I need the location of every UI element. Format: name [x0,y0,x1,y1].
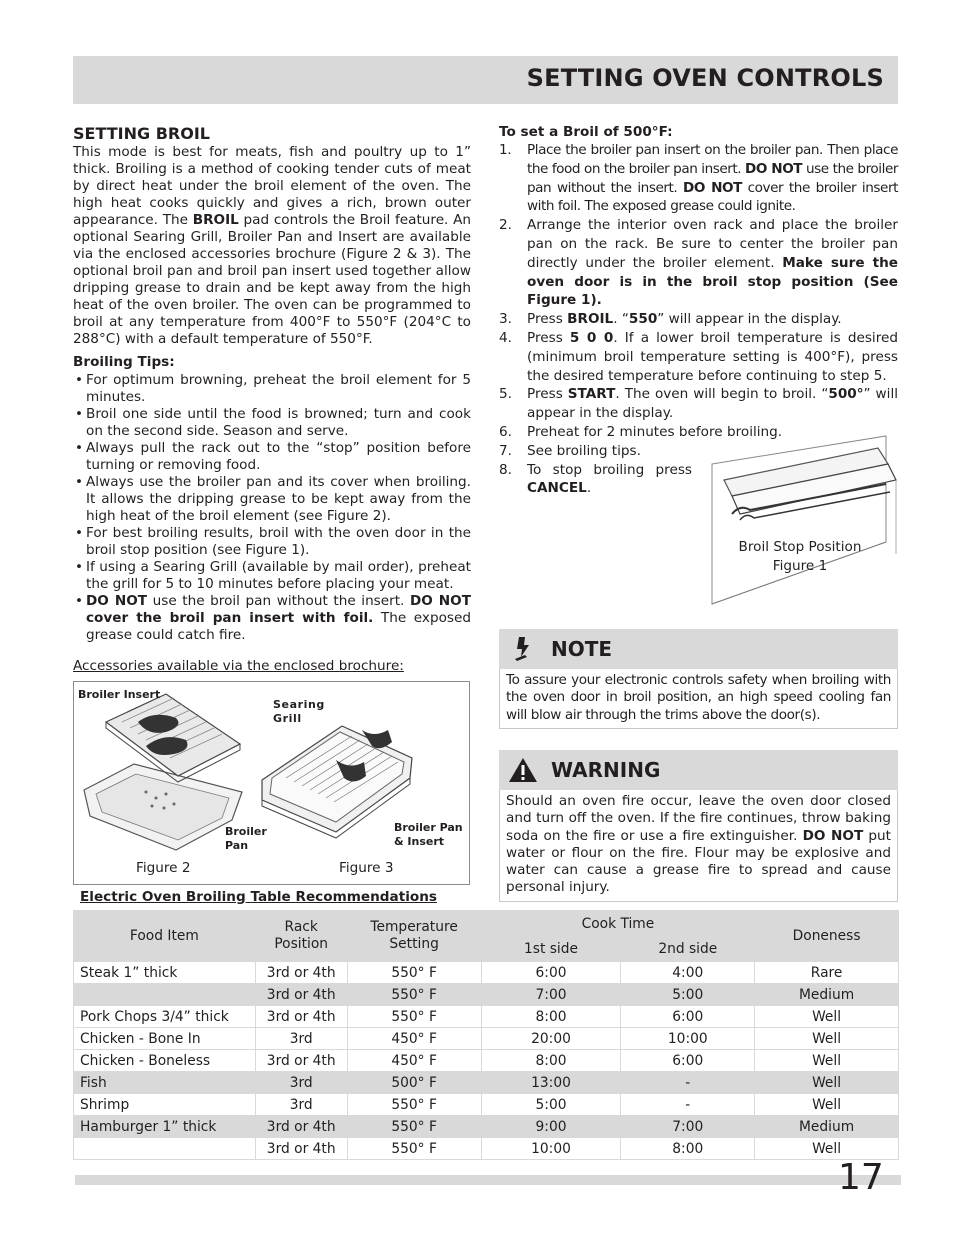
step-text: Press [527,329,570,346]
warning-text [499,790,898,902]
cell-food: Chicken - Boneless [74,1050,256,1072]
warning-triangle-icon [507,756,539,784]
tip-item: • Always pull the rack out to the “stop” position before turning or removing food. [73,440,471,474]
table-row [74,962,899,984]
cell-doneness: Well [755,1050,899,1072]
step-number: 5. [499,386,512,403]
table-row [74,1050,899,1072]
cell-side2: - [621,1094,755,1116]
header-temperature: Temperature Setting [347,911,481,962]
cell-rack: 3rd [255,1028,347,1050]
step-item [499,216,898,310]
cell-food: Shrimp [74,1094,256,1116]
tip-text: The exposed grease could catch fire. [86,610,471,643]
cell-temp: 450° F [347,1050,481,1072]
cell-side1: 13:00 [481,1072,621,1094]
intro-text-b: pad controls the Broil feature. An optional Searing Grill, Broiler Pan and Insert are available via the enclosed accessories brochure (Figure 2 & 3). The optional broil pan and broil pan insert used together allow dripping grease to drain and be kept away from the high heat of the oven broiler. The oven can be programmed to broil at any temperature from 400°F to 550°F (204°C to 288°C) with a default temperature of 550°F. [73,212,472,347]
figure-3-caption: Figure 3 [339,860,394,876]
warning-box [499,750,898,902]
step-bold: DO NOT [682,179,742,196]
cell-doneness: Well [755,1028,899,1050]
table-row [74,1006,899,1028]
tip-item: • For best broiling results, broil with the oven door in the broil stop position (see Figure 1). [73,525,471,559]
step-bold: 500° [828,386,864,403]
cell-doneness: Well [755,1138,899,1160]
cell-food: Chicken - Bone In [74,1028,256,1050]
tip-text: use the broil pan without the insert. [147,593,410,609]
header-rack-position: Rack Position [255,911,347,962]
tip-item: • Broil one side until the food is browned; turn and cook on the second side. Season and serve. [73,406,471,440]
accessories-label: Accessories available via the enclosed brochure: [73,658,404,674]
cell-doneness: Well [755,1006,899,1028]
footer-bar [75,1175,901,1185]
cell-doneness: Rare [755,962,899,984]
step-number: 7. [499,442,512,459]
cell-side2: 8:00 [621,1138,755,1160]
cell-side2: 5:00 [621,984,755,1006]
cell-side1: 20:00 [481,1028,621,1050]
note-title-bar [499,629,898,669]
cell-temp: 450° F [347,1028,481,1050]
note-title: NOTE [551,637,613,661]
cell-food: Hamburger 1” thick [74,1116,256,1138]
intro-text-a: This mode is best for meats, fish and poultry up to 1” thick. Broiling is a method of cooking tender cuts of meat by direct heat under the broil element of the oven. The high heat cooks quickly and gives a rich, brown outer appearance. The [73,144,471,228]
step-number: 4. [499,329,512,346]
warning-text-b: put water or flour on the fire. Flour may be explosive and water can cause a grease fire to spread and cause personal injury. [506,827,891,896]
intro-bold: BROIL [192,212,239,228]
label-searing-grill: Searing Grill [273,698,325,725]
tips-list [73,372,471,644]
table-title: Electric Oven Broiling Table Recommendations [80,889,437,905]
step-text: To stop broiling press [527,461,692,478]
cell-rack: 3rd or 4th [255,1116,347,1138]
step-text: . “ [613,311,629,328]
cell-side1: 9:00 [481,1116,621,1138]
cell-temp: 550° F [347,962,481,984]
step-text: . [586,480,592,497]
left-column [73,124,471,644]
figure-1-caption [730,538,870,576]
figure-1-caption-line1: Broil Stop Position [738,539,862,555]
cell-side2: 7:00 [621,1116,755,1138]
cell-rack: 3rd or 4th [255,962,347,984]
header-doneness: Doneness [755,911,899,962]
note-text: To assure your electronic controls safety when broiling with the oven door in broil position, an high speed cooling fan will blow air through the trims above the door(s). [499,669,898,729]
cell-side2: 4:00 [621,962,755,984]
table-row [74,1138,899,1160]
table-row [74,984,899,1006]
step-bold: BROIL [567,311,614,328]
step-bold: DO NOT [745,160,803,177]
cell-temp: 550° F [347,1138,481,1160]
step-text: Press [527,311,568,328]
cell-food [74,1138,256,1160]
step-text: use the broiler pan without the insert. [527,160,898,196]
step-text: Press [527,386,568,403]
cell-food [74,984,256,1006]
step-item [499,329,898,385]
broiler-pan-illustration [74,682,469,884]
step-text: ” will appear in the display. [657,311,842,328]
cell-side2: 6:00 [621,1050,755,1072]
page-number: 17 [838,1157,884,1198]
header-cook-time: Cook Time [481,911,755,937]
step-item [499,310,898,329]
header-bar [73,56,898,104]
step-text: cover the broiler insert with foil. The exposed grease could ignite. [527,179,898,215]
pen-icon [513,635,537,663]
step-text: . If a lower broil temperature is desired (minimum broil temperature setting is 400°F), press the desired temperature before continuing to step 5. [527,329,898,384]
step-number: 3. [499,311,512,328]
step-text: . The oven will begin to broil. “ [615,386,829,403]
table-row [74,1094,899,1116]
step-number: 6. [499,423,512,440]
step-text: ” will appear in the display. [527,386,898,422]
cell-side2: - [621,1072,755,1094]
step-bold: 550 [628,311,658,328]
tip-item: • Always use the broiler pan and its cover when broiling. It allows the dripping grease to be kept away from the high heat of the broil element (see Figure 2). [73,474,471,525]
step-number: 8. [499,461,512,478]
cell-temp: 550° F [347,1006,481,1028]
step-bold: Make sure the oven door is in the broil stop position (See Figure 1). [527,254,898,309]
tip-bold: DO NOT cover the broil pan insert with foil. [86,593,471,626]
table-row [74,1116,899,1138]
cell-doneness: Well [755,1072,899,1094]
note-box [499,629,898,729]
cell-rack: 3rd or 4th [255,984,347,1006]
step-text: Preheat for 2 minutes before broiling. [527,423,783,440]
label-broiler-pan-insert: Broiler Pan & Insert [394,821,463,848]
cell-rack: 3rd or 4th [255,1050,347,1072]
figure-1-oven-door [710,434,898,606]
table-row [74,1072,899,1094]
step-bold: 5 0 0 [569,329,614,346]
cell-side1: 5:00 [481,1094,621,1116]
step-item [499,461,692,499]
warning-title-bar [499,750,898,790]
step-bold: START [567,386,616,403]
cell-side1: 6:00 [481,962,621,984]
cell-temp: 550° F [347,1116,481,1138]
label-broiler-insert: Broiler Insert [78,688,161,701]
warning-title: WARNING [551,758,661,782]
cell-rack: 3rd [255,1094,347,1116]
cell-doneness: Medium [755,1116,899,1138]
accessories-figure [73,681,470,885]
cell-side2: 10:00 [621,1028,755,1050]
steps-heading: To set a Broil of 500°F: [499,124,673,140]
cell-side1: 7:00 [481,984,621,1006]
cell-food: Pork Chops 3/4” thick [74,1006,256,1028]
table-row [74,1028,899,1050]
step-item [499,141,898,216]
cell-side1: 8:00 [481,1050,621,1072]
figure-1-caption-line2: Figure 1 [772,558,828,574]
header-second-side: 2nd side [621,936,755,962]
cell-doneness: Well [755,1094,899,1116]
cell-rack: 3rd [255,1072,347,1094]
warning-text-a: Should an oven fire occur, leave the oven door closed and turn off the oven. If the fire continues, throw baking soda on the fire or use a fire extinguisher. [506,793,891,844]
cell-food: Steak 1” thick [74,962,256,984]
header-food-item: Food Item [74,911,256,962]
page-section-title: SETTING OVEN CONTROLS [526,64,884,92]
cell-food: Fish [74,1072,256,1094]
broiling-table [73,910,899,1160]
setting-broil-heading: SETTING BROIL [73,124,210,143]
step-text: Place the broiler pan insert on the broiler pan. Then place the food on the broiler pan insert. [527,142,898,177]
oven-door-illustration [710,434,898,606]
tip-item: • If using a Searing Grill (available by mail order), preheat the grill for 5 to 10 minutes before placing your meat. [73,559,471,593]
tips-heading: Broiling Tips: [73,354,175,370]
tip-bold: DO NOT [86,593,148,609]
header-first-side: 1st side [481,936,621,962]
tip-item [73,593,471,644]
cell-temp: 550° F [347,1094,481,1116]
step-number: 2. [499,217,512,234]
step-bold: CANCEL [527,480,587,497]
cell-rack: 3rd or 4th [255,1138,347,1160]
cell-temp: 550° F [347,984,481,1006]
label-broiler-pan: Broiler Pan [225,825,267,852]
cell-doneness: Medium [755,984,899,1006]
step-number: 1. [499,142,512,158]
step-text: See broiling tips. [527,442,641,459]
step-item [499,385,898,423]
step-text: Arrange the interior oven rack and place the broiler pan on the rack. Be sure to center the broiler pan directly under the broiler element. [527,217,898,271]
broil-intro [73,144,471,348]
tip-item: • For optimum browning, preheat the broil element for 5 minutes. [73,372,471,406]
cell-side1: 8:00 [481,1006,621,1028]
warning-bold: DO NOT [802,827,864,844]
cell-rack: 3rd or 4th [255,1006,347,1028]
cell-side1: 10:00 [481,1138,621,1160]
cell-temp: 500° F [347,1072,481,1094]
figure-2-caption: Figure 2 [136,860,191,876]
cell-side2: 6:00 [621,1006,755,1028]
